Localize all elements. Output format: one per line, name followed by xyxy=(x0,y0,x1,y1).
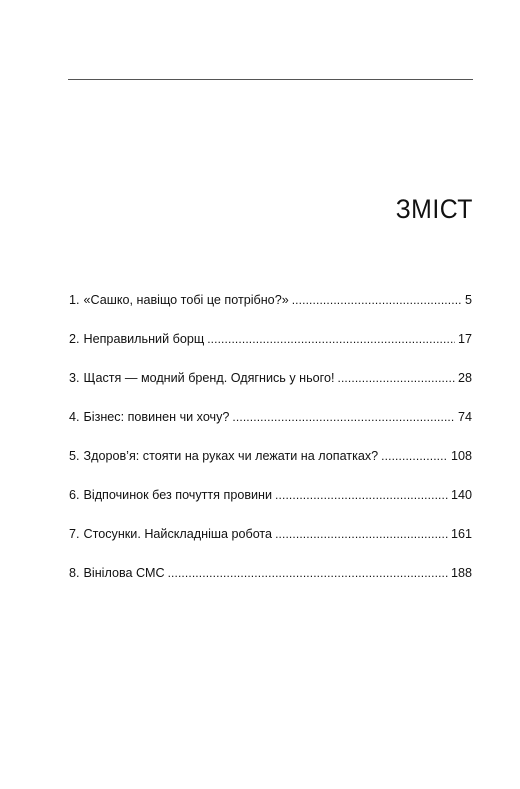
page-title: ЗМІСТ xyxy=(395,194,473,224)
toc-entry-2[interactable] xyxy=(69,331,472,370)
dot-leader xyxy=(275,487,448,503)
top-rule xyxy=(68,79,473,80)
toc-entry-page: 5 xyxy=(464,293,472,307)
toc-entry-page: 28 xyxy=(457,371,472,385)
dot-leader xyxy=(275,526,448,542)
toc-entry-title: Бізнес: повинен чи хочу? xyxy=(83,410,230,424)
dot-leader xyxy=(232,409,455,425)
dot-leader xyxy=(207,331,455,347)
toc-entry-title: Вінілова СМС xyxy=(83,566,165,580)
toc-entry-8[interactable] xyxy=(69,565,472,604)
toc-entry-number: 3. xyxy=(69,371,80,385)
toc-entry-number: 6. xyxy=(69,488,80,502)
dot-leader xyxy=(381,448,448,464)
toc-entry-number: 8. xyxy=(69,566,80,580)
toc-entry-page: 161 xyxy=(450,527,472,541)
table-of-contents xyxy=(69,292,472,604)
toc-entry-7[interactable] xyxy=(69,526,472,565)
toc-entry-page: 17 xyxy=(457,332,472,346)
toc-entry-number: 4. xyxy=(69,410,80,424)
toc-entry-5[interactable] xyxy=(69,448,472,487)
toc-entry-number: 7. xyxy=(69,527,80,541)
toc-entry-title: Щастя — модний бренд. Одягнись у нього! xyxy=(83,371,335,385)
toc-entry-number: 2. xyxy=(69,332,80,346)
toc-entry-number: 1. xyxy=(69,293,80,307)
toc-entry-page: 108 xyxy=(450,449,472,463)
toc-entry-title: Відпочинок без почуття провини xyxy=(83,488,273,502)
toc-entry-1[interactable] xyxy=(69,292,472,331)
dot-leader xyxy=(338,370,455,386)
dot-leader xyxy=(168,565,448,581)
toc-entry-3[interactable] xyxy=(69,370,472,409)
toc-entry-number: 5. xyxy=(69,449,80,463)
toc-entry-6[interactable] xyxy=(69,487,472,526)
toc-entry-4[interactable] xyxy=(69,409,472,448)
toc-entry-title: Стосунки. Найскладніша робота xyxy=(83,527,273,541)
toc-entry-title: «Сашко, навіщо тобі це потрібно?» xyxy=(83,293,289,307)
toc-entry-page: 140 xyxy=(450,488,472,502)
toc-entry-title: Здоров’я: стояти на руках чи лежати на лопатках? xyxy=(83,449,379,463)
toc-entry-page: 188 xyxy=(450,566,472,580)
dot-leader xyxy=(292,292,462,308)
toc-entry-title: Неправильний борщ xyxy=(83,332,205,346)
toc-entry-page: 74 xyxy=(457,410,472,424)
